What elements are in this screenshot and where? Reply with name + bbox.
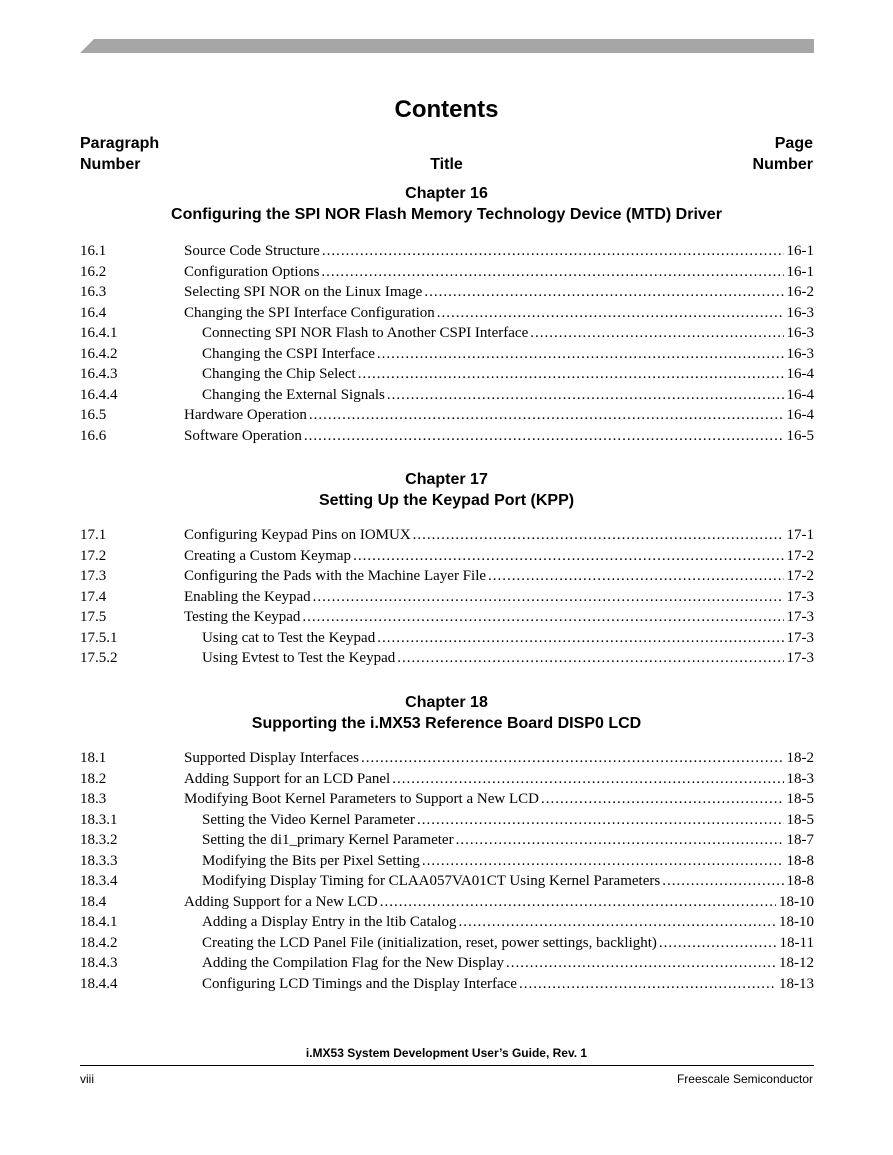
- toc-entry-number: 18.4: [80, 893, 107, 910]
- toc-entry[interactable]: [80, 323, 814, 344]
- chapter-number: Chapter 18: [405, 694, 488, 711]
- toc-entry[interactable]: [80, 241, 814, 262]
- footer-divider: [80, 1065, 814, 1066]
- dot-leader: [377, 628, 783, 649]
- toc-entry[interactable]: [80, 789, 814, 810]
- toc-entry-line: [184, 303, 814, 324]
- toc-entry-number: 16.4: [80, 304, 107, 321]
- toc-entry-line: [184, 262, 814, 283]
- dot-leader: [456, 830, 784, 851]
- toc-entry-number: 16.3: [80, 284, 107, 300]
- chapter-title: Configuring the SPI NOR Flash Memory Technology Device (MTD) Driver: [171, 206, 722, 223]
- page-label: Page: [774, 135, 813, 152]
- toc-entry-line: [184, 426, 814, 447]
- toc-entry-title: Changing the CSPI Interface: [202, 345, 375, 362]
- chapter-17-entries: [80, 525, 814, 669]
- toc-entry-title: Configuring LCD Timings and the Display Interface: [202, 975, 517, 992]
- toc-entry-title: Setting the di1_primary Kernel Parameter: [202, 832, 454, 848]
- toc-entry-number: 16.4.4: [80, 386, 118, 403]
- toc-entry-title: Using Evtest to Test the Keypad: [202, 650, 396, 666]
- toc-entry[interactable]: [80, 303, 814, 324]
- number-label-left: Number: [80, 156, 141, 173]
- toc-entry[interactable]: [80, 810, 814, 831]
- toc-entry-number: 18.3.4: [80, 873, 118, 889]
- toc-entry-title: Using cat to Test the Keypad: [202, 629, 376, 646]
- toc-entry-line: [202, 344, 814, 365]
- toc-entry-page: 18-5: [786, 791, 814, 807]
- toc-entry-line: [184, 892, 814, 913]
- toc-entry-line: [184, 607, 814, 628]
- toc-entry-line: [202, 851, 814, 872]
- toc-entry-line: [184, 241, 814, 262]
- toc-entry-page: 16-4: [786, 386, 814, 403]
- toc-entry-number: 18.4.2: [80, 934, 118, 951]
- toc-entry-number: 18.3.1: [80, 811, 118, 828]
- toc-entry[interactable]: [80, 426, 814, 447]
- toc-entry-number: 16.2: [80, 263, 107, 280]
- toc-entry-line: [202, 628, 814, 649]
- toc-entry-number: 18.3.3: [80, 852, 118, 869]
- chapter-number: Chapter 16: [405, 185, 488, 202]
- toc-entry-number: 17.2: [80, 547, 107, 564]
- dot-leader: [321, 262, 783, 283]
- toc-entry-line: [184, 566, 814, 587]
- toc-entry-line: [184, 789, 814, 810]
- dot-leader: [380, 892, 776, 913]
- toc-entry-page: 18-8: [786, 852, 814, 869]
- dot-leader: [488, 566, 783, 587]
- toc-entry[interactable]: [80, 385, 814, 406]
- paragraph-label: Paragraph: [80, 135, 160, 152]
- toc-entry[interactable]: [80, 648, 814, 669]
- toc-entry-title: Selecting SPI NOR on the Linux Image: [184, 284, 423, 300]
- toc-entry-page: 16-1: [786, 263, 814, 280]
- toc-entry-page: 18-12: [779, 955, 814, 971]
- toc-entry-page: 17-2: [786, 568, 814, 584]
- toc-entry-page: 18-10: [779, 914, 814, 930]
- toc-entry[interactable]: [80, 566, 814, 587]
- toc-entry-number: 16.1: [80, 243, 107, 259]
- toc-entry-title: Adding Support for an LCD Panel: [184, 770, 391, 787]
- dot-leader: [437, 303, 784, 324]
- header-bar: [80, 39, 814, 53]
- footer-document-title: i.MX53 System Development User’s Guide, Rev. 1: [305, 1046, 588, 1060]
- toc-entry-line: [202, 648, 814, 669]
- toc-entry-page: 16-1: [786, 243, 814, 259]
- toc-entry-page: 18-5: [786, 811, 814, 828]
- toc-entry-page: 18-3: [786, 770, 814, 787]
- toc-entry[interactable]: [80, 769, 814, 790]
- toc-entry-title: Adding Support for a New LCD: [184, 893, 378, 910]
- toc-entry-title: Configuring Keypad Pins on IOMUX: [184, 527, 411, 543]
- dot-leader: [361, 748, 784, 769]
- toc-entry[interactable]: [80, 933, 814, 954]
- toc-entry-line: [202, 364, 814, 385]
- toc-entry-title: Modifying the Bits per Pixel Setting: [202, 852, 420, 869]
- toc-entry-page: 18-2: [786, 750, 814, 766]
- toc-entry-number: 18.1: [80, 750, 107, 766]
- number-label-right: Number: [752, 156, 813, 173]
- toc-entry-page: 16-3: [786, 325, 814, 341]
- dot-leader: [358, 364, 784, 385]
- toc-entry[interactable]: [80, 871, 814, 892]
- dot-leader: [541, 789, 784, 810]
- toc-entry[interactable]: [80, 525, 814, 546]
- toc-entry-title: Connecting SPI NOR Flash to Another CSPI Interface: [202, 325, 529, 341]
- toc-entry-page: 16-3: [786, 304, 814, 321]
- toc-entry-number: 16.5: [80, 407, 107, 423]
- toc-entry-title: Configuration Options: [184, 263, 320, 280]
- toc-entry-title: Supported Display Interfaces: [184, 750, 359, 766]
- chapter-16-heading: [0, 183, 893, 225]
- toc-entry-page: 18-11: [779, 934, 814, 951]
- dot-leader: [397, 648, 783, 669]
- footer-company: Freescale Semiconductor: [676, 1072, 813, 1086]
- toc-entry[interactable]: [80, 607, 814, 628]
- toc-entry[interactable]: [80, 364, 814, 385]
- toc-entry-number: 17.5.2: [80, 650, 118, 666]
- toc-entry-title: Creating a Custom Keymap: [184, 547, 352, 564]
- toc-entry-title: Setting the Video Kernel Parameter: [202, 811, 415, 828]
- toc-entry-number: 16.4.1: [80, 325, 118, 341]
- toc-entry-number: 18.3: [80, 791, 107, 807]
- toc-entry[interactable]: [80, 628, 814, 649]
- toc-entry-line: [184, 525, 814, 546]
- toc-entry-title: Enabling the Keypad: [184, 588, 311, 605]
- toc-entry-title: Creating the LCD Panel File (initialization, reset, power settings, backlight): [202, 934, 657, 951]
- toc-entry-number: 17.3: [80, 568, 107, 584]
- dot-leader: [662, 871, 783, 892]
- footer-page-number: viii: [80, 1072, 94, 1086]
- toc-entry-line: [202, 385, 814, 406]
- toc-entry-title: Changing the Chip Select: [202, 366, 356, 382]
- toc-entry[interactable]: [80, 748, 814, 769]
- toc-entry-line: [184, 587, 814, 608]
- toc-entry-page: 17-3: [786, 629, 814, 646]
- toc-entry-page: 16-2: [786, 284, 814, 300]
- toc-entry-page: 18-10: [779, 893, 814, 910]
- toc-entry-title: Configuring the Pads with the Machine Layer File: [184, 568, 487, 584]
- toc-entry-line: [202, 912, 814, 933]
- toc-entry-title: Modifying Display Timing for CLAA057VA01CT Using Kernel Parameters: [202, 873, 661, 889]
- toc-entry[interactable]: [80, 851, 814, 872]
- toc-entry[interactable]: [80, 953, 814, 974]
- toc-entry-line: [202, 810, 814, 831]
- toc-entry[interactable]: [80, 912, 814, 933]
- toc-entry[interactable]: [80, 546, 814, 567]
- toc-entry-number: 18.4.3: [80, 955, 118, 971]
- toc-entry-page: 17-3: [786, 588, 814, 605]
- dot-leader: [302, 607, 783, 628]
- toc-entry-line: [184, 769, 814, 790]
- toc-entry-page: 16-5: [786, 427, 814, 444]
- dot-leader: [530, 323, 783, 344]
- dot-leader: [459, 912, 776, 933]
- toc-entry-number: 16.4.2: [80, 345, 118, 362]
- toc-entry[interactable]: [80, 587, 814, 608]
- toc-entry-number: 17.5: [80, 609, 107, 625]
- toc-entry-line: [184, 405, 814, 426]
- dot-leader: [506, 953, 776, 974]
- chapter-title: Setting Up the Keypad Port (KPP): [318, 492, 575, 509]
- toc-entry-number: 18.4.1: [80, 914, 118, 930]
- dot-leader: [377, 344, 784, 365]
- toc-entry-page: 16-3: [786, 345, 814, 362]
- dot-leader: [387, 385, 784, 406]
- chapter-17-heading: [0, 469, 893, 511]
- dot-leader: [392, 769, 783, 790]
- toc-entry-title: Changing the SPI Interface Configuration: [184, 304, 435, 321]
- toc-entry-page: 17-1: [786, 527, 814, 543]
- toc-entry-title: Changing the External Signals: [202, 386, 385, 403]
- toc-entry-line: [202, 830, 814, 851]
- toc-entry-title: Modifying Boot Kernel Parameters to Support a New LCD: [184, 791, 539, 807]
- toc-entry[interactable]: [80, 405, 814, 426]
- toc-entry-line: [202, 871, 814, 892]
- toc-entry-page: 17-2: [786, 547, 814, 564]
- toc-entry-page: 16-4: [786, 407, 814, 423]
- toc-entry-page: 18-8: [786, 873, 814, 889]
- toc-entry-title: Hardware Operation: [184, 407, 307, 423]
- toc-entry-line: [202, 323, 814, 344]
- toc-entry-page: 17-3: [786, 609, 814, 625]
- toc-entry-line: [202, 933, 814, 954]
- chapter-number: Chapter 17: [405, 471, 488, 488]
- toc-entry-line: [184, 748, 814, 769]
- toc-entry-page: 17-3: [786, 650, 814, 666]
- dot-leader: [304, 426, 784, 447]
- toc-entry-title: Source Code Structure: [184, 243, 320, 259]
- toc-entry-page: 16-4: [786, 366, 814, 382]
- toc-entry[interactable]: [80, 344, 814, 365]
- toc-entry-page: 18-7: [786, 832, 814, 848]
- chapter-16-entries: [80, 241, 814, 446]
- dot-leader: [519, 974, 776, 995]
- dot-leader: [353, 546, 783, 567]
- toc-entry-number: 16.4.3: [80, 366, 118, 382]
- dot-leader: [313, 587, 784, 608]
- toc-entry-line: [202, 953, 814, 974]
- toc-entry-number: 18.2: [80, 770, 107, 787]
- toc-entry-line: [202, 974, 814, 995]
- title-header: Title: [430, 156, 463, 173]
- toc-entry-page: 18-13: [779, 975, 814, 992]
- toc-entry-title: Adding a Display Entry in the ltib Catalog: [202, 914, 457, 930]
- toc-entry-line: [184, 546, 814, 567]
- dot-leader: [422, 851, 784, 872]
- toc-entry[interactable]: [80, 282, 814, 303]
- toc-entry-line: [184, 282, 814, 303]
- toc-entry-title: Testing the Keypad: [184, 609, 301, 625]
- dot-leader: [424, 282, 783, 303]
- dot-leader: [659, 933, 777, 954]
- toc-entry-number: 18.4.4: [80, 975, 118, 992]
- chapter-title: Supporting the i.MX53 Reference Board DISP0 LCD: [251, 715, 642, 732]
- toc-entry-number: 17.4: [80, 588, 107, 605]
- toc-entry-number: 18.3.2: [80, 832, 118, 848]
- page-title: Contents: [394, 96, 499, 123]
- toc-entry[interactable]: [80, 830, 814, 851]
- dot-leader: [309, 405, 784, 426]
- dot-leader: [413, 525, 784, 546]
- page-number-header: [753, 133, 813, 175]
- toc-entry[interactable]: [80, 262, 814, 283]
- chapter-18-entries: [80, 748, 814, 994]
- toc-entry-number: 17.1: [80, 527, 107, 543]
- toc-entry-number: 16.6: [80, 427, 107, 444]
- toc-entry[interactable]: [80, 974, 814, 995]
- dot-leader: [417, 810, 784, 831]
- toc-entry[interactable]: [80, 892, 814, 913]
- toc-entry-title: Software Operation: [184, 427, 302, 444]
- toc-entry-title: Adding the Compilation Flag for the New Display: [202, 955, 505, 971]
- chapter-18-heading: [0, 692, 893, 734]
- toc-entry-number: 17.5.1: [80, 629, 118, 646]
- dot-leader: [322, 241, 784, 262]
